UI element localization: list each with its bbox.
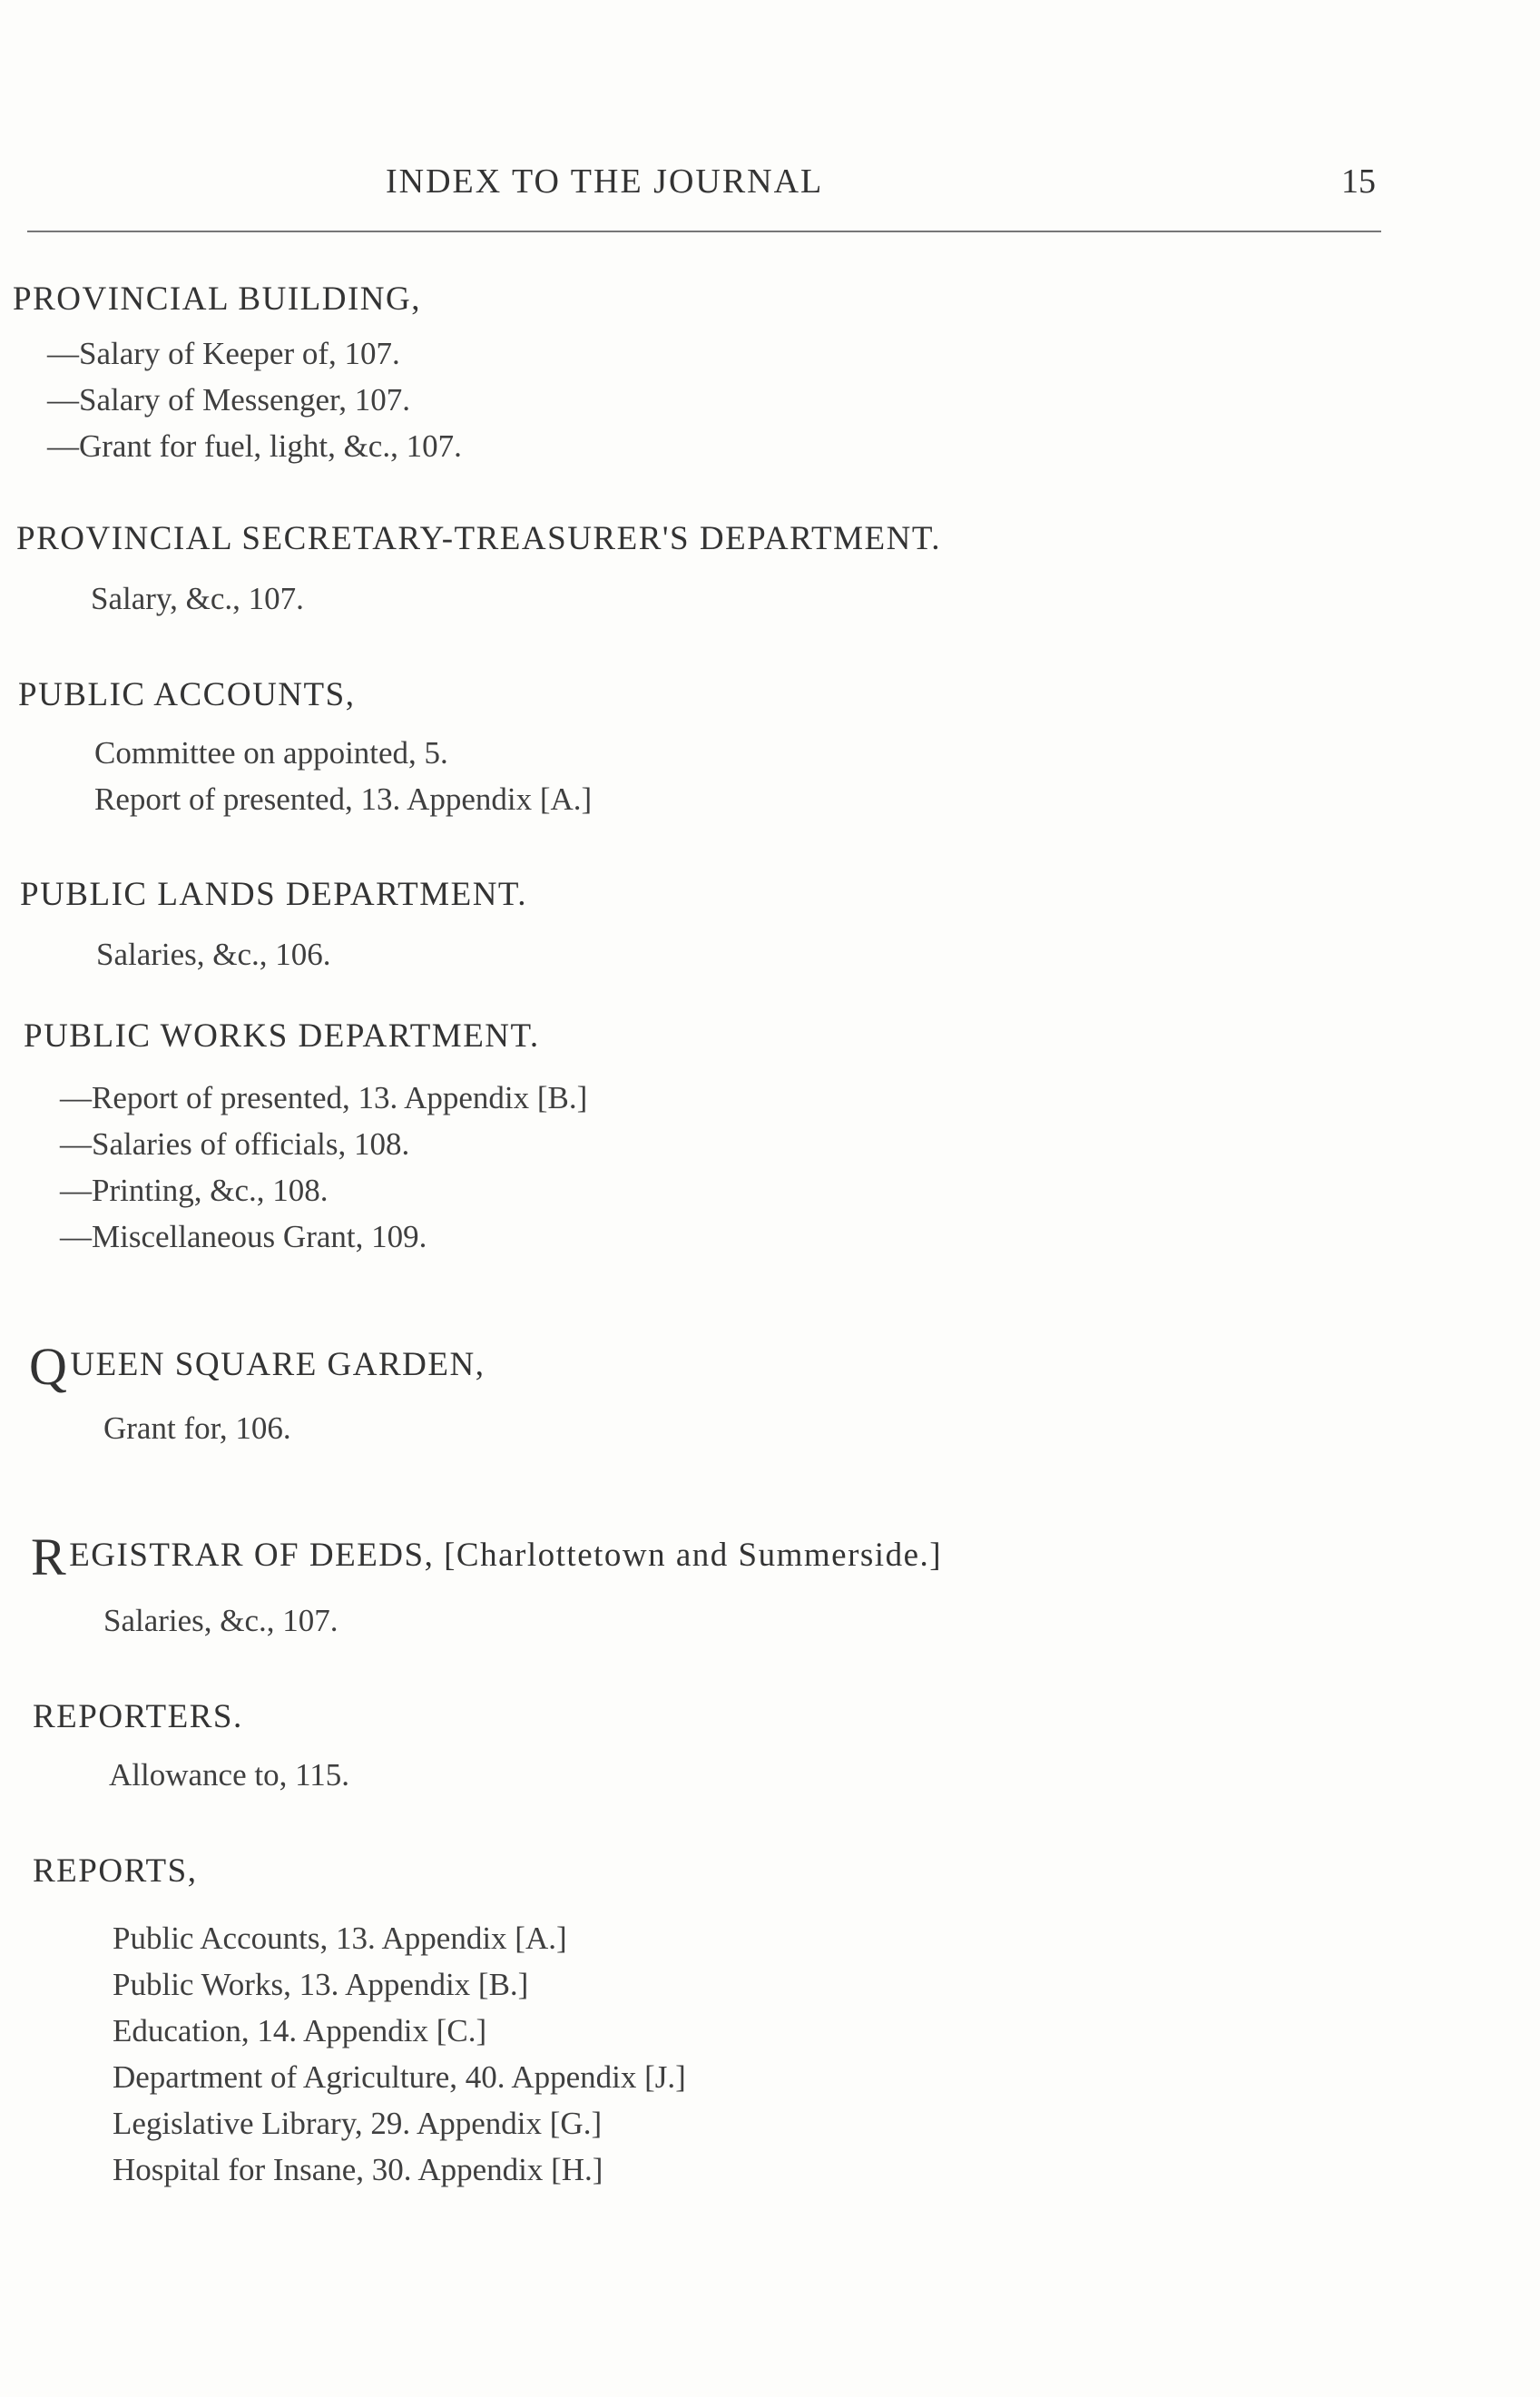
entry-heading-text: EGISTRAR OF DEEDS, [Charlottetown and Summerside.] bbox=[69, 1537, 943, 1574]
index-entry-reports bbox=[0, 1846, 1540, 2193]
entry-item: Committee on appointed, 5. bbox=[94, 735, 448, 771]
index-entry-reporters bbox=[0, 1692, 1540, 1798]
entry-heading: REPORTERS. bbox=[33, 1698, 243, 1735]
entry-item: Allowance to, 115. bbox=[109, 1757, 350, 1793]
entry-heading: REPORTS, bbox=[33, 1852, 198, 1890]
entry-heading: PROVINCIAL SECRETARY-TREASURER'S DEPARTMENT. bbox=[16, 520, 941, 557]
entry-item: —Report of presented, 13. Appendix [B.] bbox=[60, 1080, 588, 1115]
entry-heading: PROVINCIAL BUILDING, bbox=[13, 280, 421, 318]
entry-item: Public Accounts, 13. Appendix [A.] bbox=[113, 1921, 567, 1956]
running-title: INDEX TO THE JOURNAL bbox=[386, 162, 824, 201]
entry-item: Public Works, 13. Appendix [B.] bbox=[113, 1967, 529, 2002]
drop-capital: Q bbox=[29, 1337, 69, 1396]
running-head bbox=[0, 162, 1540, 207]
entry-item: —Salary of Keeper of, 107. bbox=[47, 336, 400, 371]
entry-item: Salary, &c., 107. bbox=[91, 581, 304, 616]
drop-capital: R bbox=[31, 1528, 68, 1587]
entry-item: Education, 14. Appendix [C.] bbox=[113, 2013, 487, 2048]
entry-item: Salaries, &c., 107. bbox=[103, 1603, 338, 1638]
entry-heading-text: UEEN SQUARE GARDEN, bbox=[70, 1346, 486, 1383]
index-entry-registrar-of-deeds bbox=[0, 1530, 1540, 1644]
page-number: 15 bbox=[1341, 162, 1376, 201]
entry-item: Legislative Library, 29. Appendix [G.] bbox=[113, 2106, 603, 2141]
entry-item: —Printing, &c., 108. bbox=[60, 1173, 329, 1208]
index-entry-public-accounts bbox=[0, 670, 1540, 822]
index-entry-secretary-treasurer bbox=[0, 514, 1540, 622]
entry-item: —Salary of Messenger, 107. bbox=[47, 382, 411, 418]
entry-item: —Grant for fuel, light, &c., 107. bbox=[47, 428, 462, 464]
entry-item: —Miscellaneous Grant, 109. bbox=[60, 1219, 427, 1254]
entry-heading: PUBLIC WORKS DEPARTMENT. bbox=[24, 1017, 540, 1055]
entry-heading bbox=[0, 1528, 1540, 1587]
index-entry-public-works bbox=[0, 1011, 1540, 1260]
entry-heading bbox=[0, 1337, 1540, 1396]
entry-item: Department of Agriculture, 40. Appendix [J.] bbox=[113, 2059, 686, 2095]
index-entry-provincial-building bbox=[0, 274, 1540, 469]
entry-item: —Salaries of officials, 108. bbox=[60, 1126, 410, 1162]
entry-item: Hospital for Insane, 30. Appendix [H.] bbox=[113, 2152, 603, 2187]
entry-item: Report of presented, 13. Appendix [A.] bbox=[94, 781, 593, 817]
header-rule bbox=[27, 231, 1381, 232]
entry-heading: PUBLIC LANDS DEPARTMENT. bbox=[20, 876, 528, 913]
entry-item: Salaries, &c., 106. bbox=[96, 937, 331, 972]
index-entry-public-lands bbox=[0, 869, 1540, 977]
index-entry-queen-square-garden bbox=[0, 1337, 1540, 1451]
entry-heading: PUBLIC ACCOUNTS, bbox=[18, 676, 356, 713]
entry-item: Grant for, 106. bbox=[103, 1410, 291, 1446]
